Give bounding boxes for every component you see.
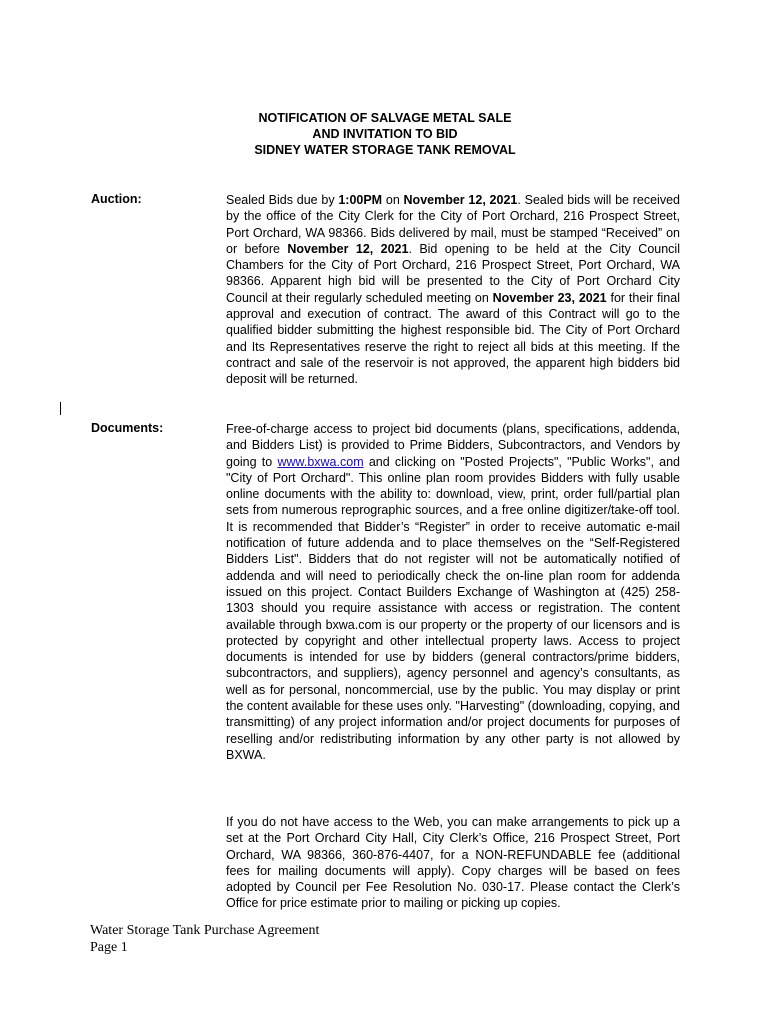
documents-paragraph: Free-of-charge access to project bid documents (plans, specifications, addenda, and Bidders List) is provided to Prime Bidders, Subcontractors, and Vendors by going to www.bxwa.com and clicking on "Posted Projects", "Public Works", and "City of Port Orchard". This online plan room provides Bidders with fully usable online documents with the ability to: download, view, print, order full/partial plan sets from numerous reprographic sources, and a free online digitizer/take-off tool. It is recommended that Bidder’s “Register” in order to receive automatic e-mail notification of future addenda and to place themselves on the “Self-Registered Bidders List". Bidders that do not register will not be automatically notified of addenda and will need to periodically check the on-line plan room for addenda issued on this project. Contact Builders Exchange of Washington at (425) 258-1303 should you require assistance with access or registration. The content available through bxwa.com is our property or the property of our licensors and is protected by copyright and other intellectual property laws. Access to project documents is intended for use by bidders (general contractors/prime bidders, subcontractors, and suppliers), agency personnel and agency’s consultants, as well as for personal, noncommercial, use by the public. You may display or print the content available for these uses only. "Harvesting" (downloading, copying, and transmitting) of any project information and/or project documents for purposes of reselling and/or redistributing information by any other party is not allowed by BXWA. [226,422,680,762]
title-line-1: NOTIFICATION OF SALVAGE METAL SALE [258,111,512,125]
title-line-3: SIDNEY WATER STORAGE TANK REMOVAL [254,143,516,157]
text-cursor [60,402,61,415]
auction-due-date: November 12, 2021 [403,193,518,207]
documents-paragraph-2: If you do not have access to the Web, you can make arrangements to pick up a set at the Port Orchard City Hall, City Clerk’s Office, 216 Prospect Street, Port Orchard, WA 98366, 360-876-4407, for a NON-REFUNDABLE fee (additional fees for mailing documents will apply). Copy charges will be based on fees adopted by Council per Fee Resolution No. 030-17. Please contact the Clerk’s Office for price estimate prior to mailing or picking up copies. [226,815,680,911]
document-title [0,110,770,158]
title-line-2: AND INVITATION TO BID [312,127,458,141]
auction-meeting-date: November 23, 2021 [492,290,607,305]
auction-stamp-date: November 12, 2021 [287,241,409,256]
auction-time: 1:00PM [338,193,383,207]
auction-paragraph: Sealed Bids due by 1:00PM on November 12, 2021. Sealed bids will be received by the office of the City Clerk for the City of Port Orchard, 216 Prospect Street, Port Orchard, WA 98366. Bids delivered by mail, must be stamped “Received” on or before November 12, 2021. Bid opening to be held at the City Council Chambers for the City of Port Orchard, 216 Prospect Street, Port Orchard, WA 98366. Apparent high bid will be presented to the City of Port Orchard City Council at their regularly scheduled meeting on November 23, 2021 for their final approval and execution of contract. The award of this Contract will go to the qualified bidder submitting the highest responsible bid. The City of Port Orchard and Its Representatives reserve the right to reject all bids at this meeting. If the contract and sale of the reservoir is not approved, the apparent high bidders bid deposit will be returned. [226,193,680,387]
auction-label: Auction: [91,192,142,206]
bxwa-link[interactable]: www.bxwa.com [277,454,364,469]
page-number: Page 1 [90,940,128,955]
documents-label: Documents: [91,421,164,435]
page-footer [90,922,319,956]
footer-title: Water Storage Tank Purchase Agreement [90,923,320,938]
